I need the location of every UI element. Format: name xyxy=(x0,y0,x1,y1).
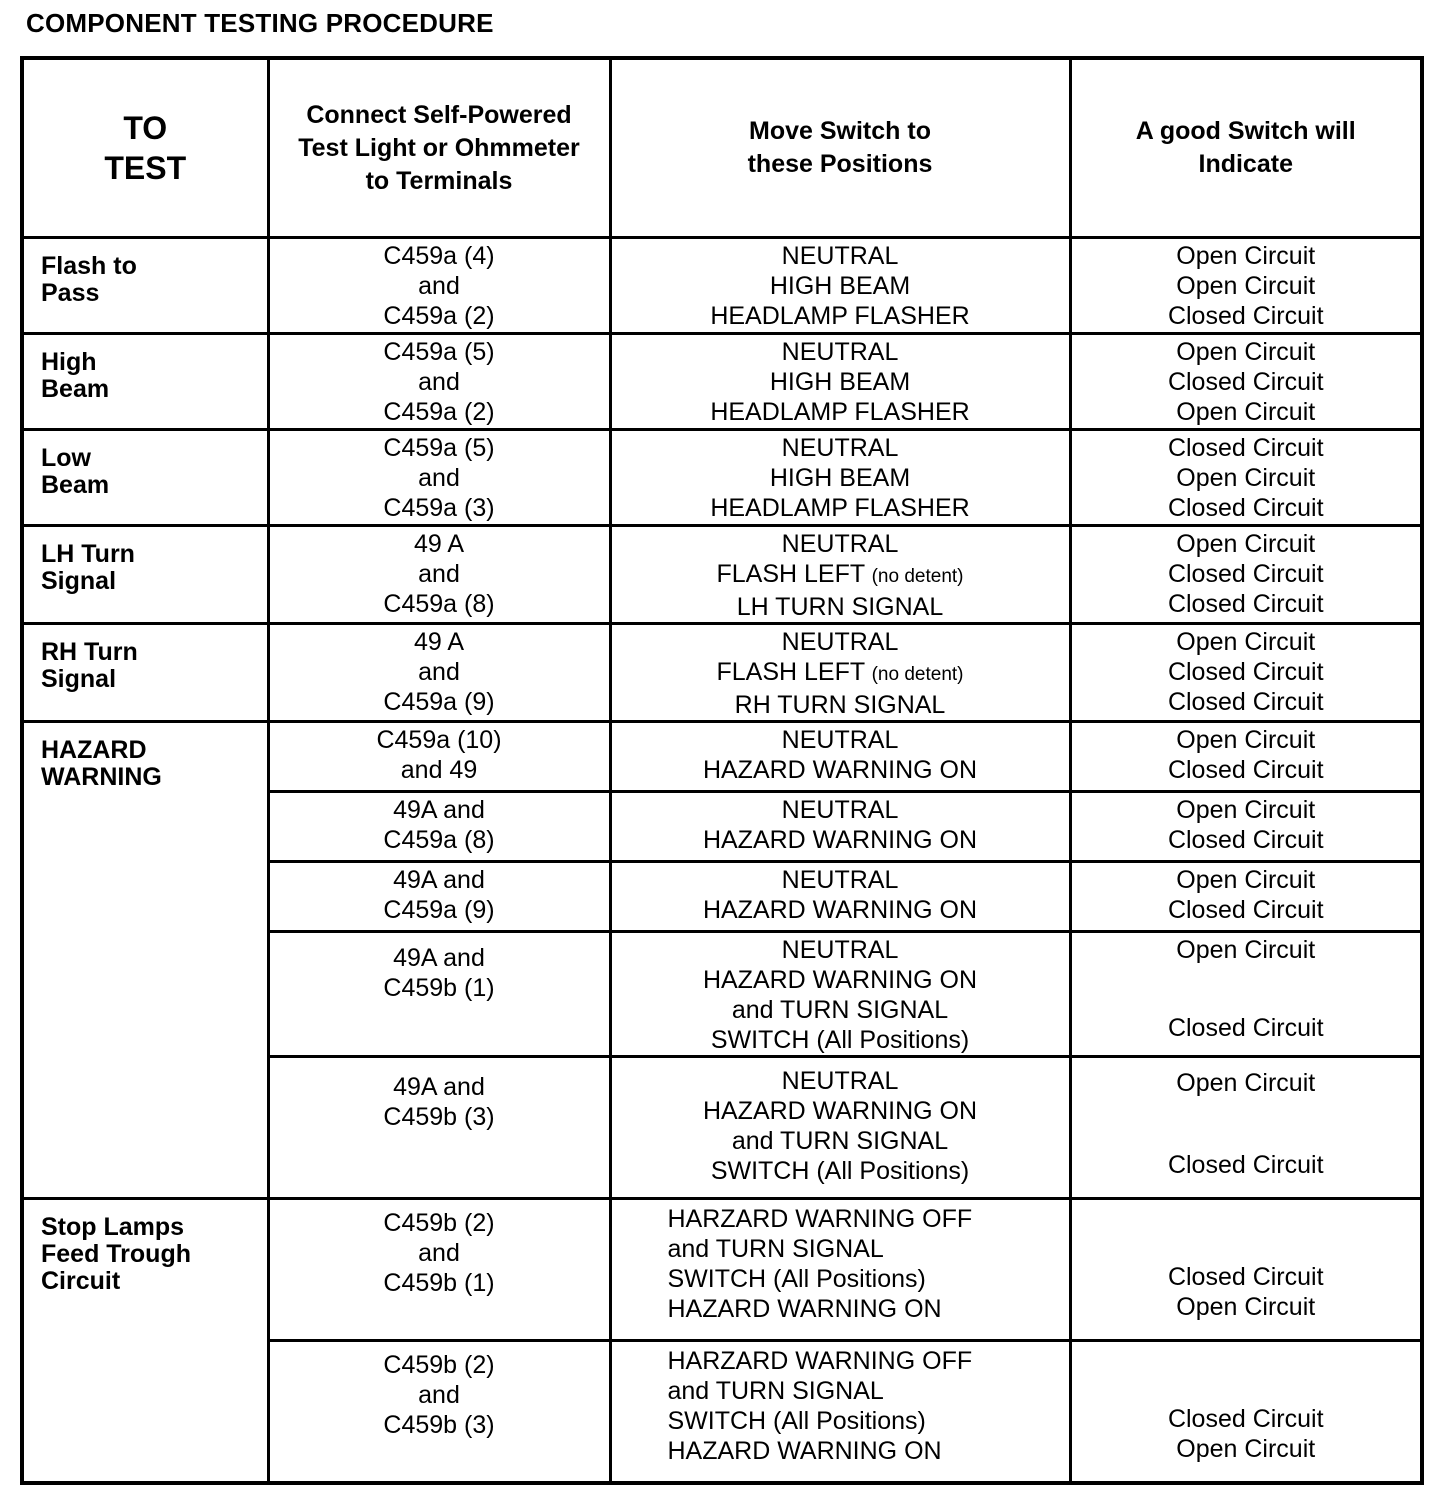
test-name-cell: Flash to Pass xyxy=(22,238,268,334)
table-row xyxy=(22,722,1422,792)
positions-cell: NEUTRAL HIGH BEAM HEADLAMP FLASHER xyxy=(610,238,1070,334)
test-name-cell: HAZARD WARNING xyxy=(22,722,268,1199)
table-row xyxy=(22,1199,1422,1341)
header-positions: Move Switch to these Positions xyxy=(610,58,1070,238)
indicate-top: Open Circuit xyxy=(1176,1069,1316,1097)
indicate-bottom: Closed Circuit xyxy=(1167,1151,1324,1179)
terminals-cell: 49A and C459a (9) xyxy=(268,862,610,932)
test-name-cell: LH Turn Signal xyxy=(22,526,268,624)
terminals-cell: C459b (2) and C459b (1) xyxy=(268,1199,610,1341)
table-row xyxy=(22,238,1422,334)
test-name-cell: Low Beam xyxy=(22,430,268,526)
positions-cell: NEUTRAL HAZARD WARNING ON xyxy=(610,722,1070,792)
terminals-cell: 49A and C459b (3) xyxy=(268,1057,610,1199)
positions-cell xyxy=(610,624,1070,722)
indicate-cell: Open Circuit Open Circuit Closed Circuit xyxy=(1070,238,1422,334)
positions-cell: HARZARD WARNING OFF and TURN SIGNAL SWITCH (All Positions) HAZARD WARNING ON xyxy=(610,1199,1070,1341)
positions-cell: NEUTRAL HAZARD WARNING ON xyxy=(610,792,1070,862)
page-title: COMPONENT TESTING PROCEDURE xyxy=(26,8,494,38)
terminals-cell: C459a (5) and C459a (3) xyxy=(268,430,610,526)
indicate-cell: Open Circuit Closed Circuit xyxy=(1070,792,1422,862)
positions-cell: NEUTRAL HAZARD WARNING ON and TURN SIGNAL SWITCH (All Positions) xyxy=(610,932,1070,1057)
header-to-test: TO TEST xyxy=(22,58,268,238)
indicate-cell: Open Circuit Closed Circuit xyxy=(1070,722,1422,792)
terminals-cell: 49A and C459b (1) xyxy=(268,932,610,1057)
terminals-cell: C459b (2) and C459b (3) xyxy=(268,1341,610,1484)
header-row xyxy=(22,58,1422,238)
indicate-bottom: Closed Circuit xyxy=(1167,1014,1324,1042)
positions-cell: NEUTRAL HAZARD WARNING ON and TURN SIGNAL SWITCH (All Positions) xyxy=(610,1057,1070,1199)
header-indicate: A good Switch will Indicate xyxy=(1070,58,1422,238)
positions-cell xyxy=(610,526,1070,624)
positions-text: LH TURN SIGNAL xyxy=(736,593,944,621)
table-row xyxy=(22,334,1422,430)
positions-cell: NEUTRAL HIGH BEAM HEADLAMP FLASHER xyxy=(610,334,1070,430)
terminals-cell: C459a (10) and 49 xyxy=(268,722,610,792)
indicate-cell: Open Circuit Closed Circuit Open Circuit xyxy=(1070,334,1422,430)
positions-note: (no detent) xyxy=(871,566,964,587)
indicate-top: Open Circuit xyxy=(1176,936,1316,964)
indicate-cell xyxy=(1070,932,1422,1057)
indicate-cell: Closed Circuit Open Circuit xyxy=(1070,1341,1422,1484)
positions-cell: NEUTRAL HAZARD WARNING ON xyxy=(610,862,1070,932)
positions-text: RH TURN SIGNAL xyxy=(734,691,946,719)
indicate-cell: Closed Circuit Open Circuit xyxy=(1070,1199,1422,1341)
indicate-cell xyxy=(1070,1057,1422,1199)
test-name-cell: High Beam xyxy=(22,334,268,430)
terminals-cell: 49 A and C459a (8) xyxy=(268,526,610,624)
table-row xyxy=(22,624,1422,722)
table-row xyxy=(22,430,1422,526)
positions-cell: HARZARD WARNING OFF and TURN SIGNAL SWITCH (All Positions) HAZARD WARNING ON xyxy=(610,1341,1070,1484)
terminals-cell: C459a (4) and C459a (2) xyxy=(268,238,610,334)
test-name-cell: RH Turn Signal xyxy=(22,624,268,722)
terminals-cell: 49 A and C459a (9) xyxy=(268,624,610,722)
positions-cell: NEUTRAL HIGH BEAM HEADLAMP FLASHER xyxy=(610,430,1070,526)
test-name-cell: Stop Lamps Feed Trough Circuit xyxy=(22,1199,268,1484)
table-row xyxy=(22,526,1422,624)
header-terminals: Connect Self-Powered Test Light or Ohmmeter to Terminals xyxy=(268,58,610,238)
indicate-cell: Open Circuit Closed Circuit Closed Circuit xyxy=(1070,624,1422,722)
indicate-cell: Closed Circuit Open Circuit Closed Circuit xyxy=(1070,430,1422,526)
positions-text: NEUTRAL FLASH LEFT xyxy=(716,530,899,588)
indicate-cell: Open Circuit Closed Circuit Closed Circuit xyxy=(1070,526,1422,624)
terminals-cell: C459a (5) and C459a (2) xyxy=(268,334,610,430)
positions-note: (no detent) xyxy=(871,664,964,685)
component-testing-table xyxy=(20,56,1424,1485)
terminals-cell: 49A and C459a (8) xyxy=(268,792,610,862)
indicate-cell: Open Circuit Closed Circuit xyxy=(1070,862,1422,932)
positions-text: NEUTRAL FLASH LEFT xyxy=(716,628,899,686)
